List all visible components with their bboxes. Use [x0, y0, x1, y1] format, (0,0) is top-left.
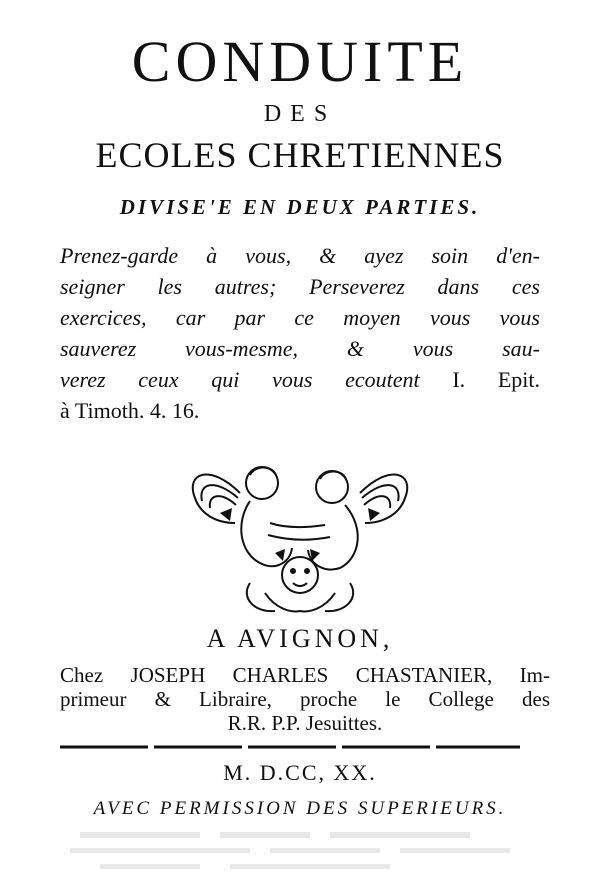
parts-note: DIVISE'E EN DEUX PARTIES. — [119, 195, 481, 219]
epigraph-line-with-reference — [60, 364, 540, 395]
printer-line: Chez JOSEPH CHARLES CHASTANIER, Im- — [60, 663, 550, 687]
book-subtitle: ECOLES CHRETIENNES — [95, 135, 505, 175]
epigraph — [60, 240, 540, 426]
epigraph-reference: à Timoth. 4. 16. — [60, 398, 200, 423]
divider-rule — [60, 745, 520, 749]
title-connector: DES — [263, 101, 337, 127]
permission-note: AVEC PERMISSION DES SUPERIEURS. — [93, 798, 507, 819]
epigraph-line: exercices, car par ce moyen vous vous — [60, 305, 540, 330]
book-title: CONDUITE — [131, 29, 469, 94]
printer-line: primeur & Libraire, proche le College des — [60, 687, 550, 711]
show-through-texture — [70, 828, 530, 878]
publication-year: M. D.CC, XX. — [223, 760, 377, 785]
cherubs-woodcut-ornament-icon — [180, 453, 420, 618]
printer-line: R.R. P.P. Jesuittes. — [227, 711, 383, 735]
epigraph-line: verez ceux qui vous ecoutent — [60, 367, 420, 392]
epigraph-line: Prenez-garde à vous, & ayez soin d'en- — [60, 243, 540, 268]
epigraph-line: seigner les autres; Perseverez dans ces — [60, 274, 540, 299]
printer-info — [60, 663, 550, 735]
epigraph-reference-start: I. Epit. — [452, 367, 541, 392]
epigraph-line: sauverez vous-mesme, & vous sau- — [60, 336, 540, 361]
publication-place: A AVIGNON, — [206, 624, 394, 653]
